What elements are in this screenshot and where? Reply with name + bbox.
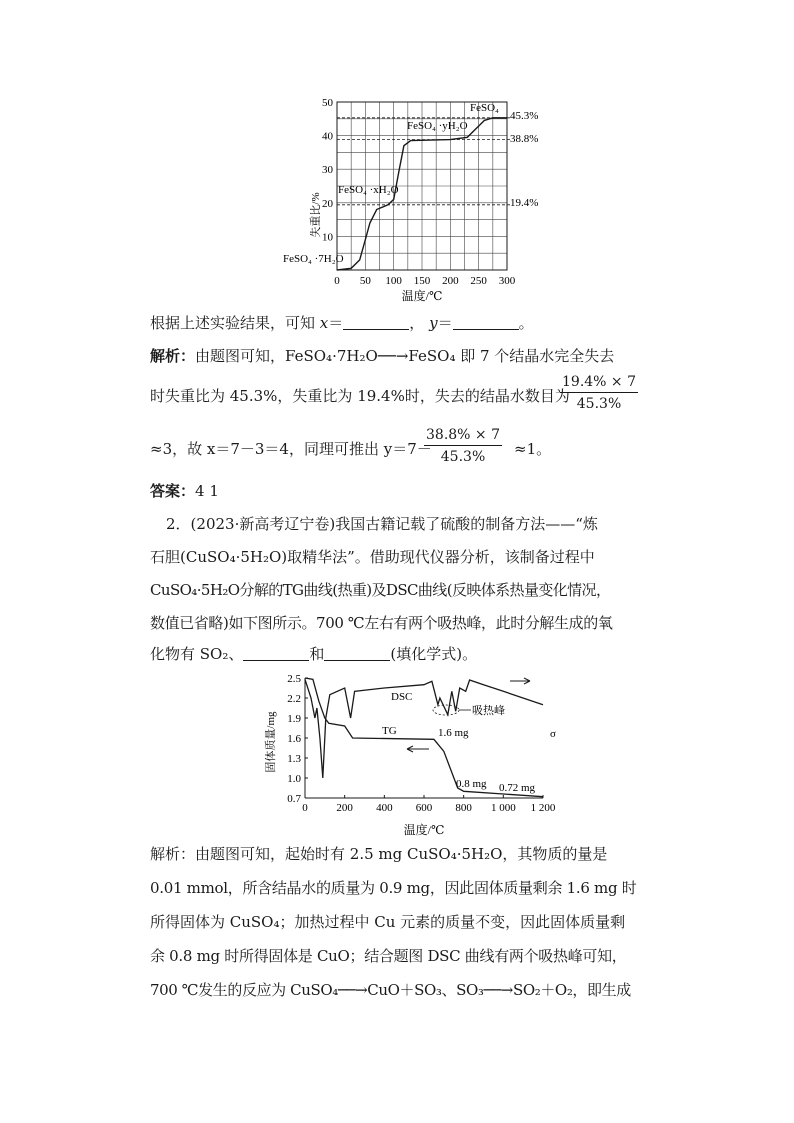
- question-text: 数值已省略)如下图所示。700 ℃左右有两个吸热峰，此时分解生成的氧: [150, 614, 613, 632]
- dsc-arrow-right: [510, 678, 530, 684]
- question-text: CuSO₄·5H₂O分解的TG曲线(热重)及DSC曲线(反映体系热量变化情况，: [150, 581, 611, 599]
- x-tick-label: 250: [470, 275, 487, 287]
- answer-blank-y[interactable]: [453, 315, 519, 330]
- analysis-line-3-end: [514, 438, 574, 460]
- comma: ，: [409, 314, 425, 332]
- x-tick-label: 1 200: [530, 802, 556, 814]
- solution-line-2: [150, 877, 645, 899]
- x-tick-label: 0: [334, 275, 340, 287]
- ref-label-19: 19.4%: [510, 197, 539, 209]
- annotation-feso4: FeSO₄: [470, 102, 499, 114]
- analysis-label: 解析：: [150, 347, 196, 365]
- x-axis-label: 温度/℃: [403, 823, 445, 837]
- question-text: 和: [309, 645, 325, 663]
- answer-blank-oxide-2[interactable]: [324, 646, 390, 661]
- y-tick-label: 50: [322, 97, 333, 109]
- answer-blank-x[interactable]: [343, 315, 409, 330]
- question-2-line-2: [150, 546, 645, 568]
- fraction-2-denominator: 45.3%: [440, 449, 486, 465]
- y-tick-label: 2.5: [287, 673, 301, 685]
- fill-in-prefix: 根据上述实验结果，可知: [150, 314, 316, 332]
- tg-label-0-72mg: 0.72 mg: [499, 782, 536, 794]
- y-tick-label: 1.9: [287, 713, 301, 725]
- sigma-mark: σ: [550, 728, 556, 740]
- y-tick-label: 0.7: [287, 793, 301, 805]
- analysis-text: 由题图可知，FeSO₄·7H₂O──→FeSO₄ 即 7 个结晶水完全失去: [195, 347, 615, 365]
- x-tick-label: 600: [415, 802, 433, 814]
- answer-line: [150, 480, 645, 502]
- question-2-line-1: [166, 513, 646, 535]
- y-tick-label: 1.0: [287, 773, 301, 785]
- question-text: 化物有 SO₂、: [150, 645, 244, 663]
- tg-curve: [305, 678, 543, 797]
- fill-in-line: [150, 312, 645, 334]
- analysis-text: ≈3，故 x＝7－3＝4，同理可推出 y＝7－: [150, 440, 432, 458]
- analysis-text: ≈1。: [514, 440, 552, 458]
- x-axis-label: 温度/℃: [401, 289, 443, 303]
- x-tick-label: 150: [413, 275, 431, 287]
- equals-sign: ＝: [328, 314, 344, 332]
- x-tick-labels: [334, 275, 516, 287]
- endothermic-peak-label: 吸热峰: [472, 705, 505, 717]
- question-2-line-3: [150, 579, 645, 601]
- answer-label: 答案：: [150, 482, 196, 500]
- question-2-line-4: [150, 612, 645, 634]
- answer-blank-oxide-1[interactable]: [243, 646, 309, 661]
- chart-mass-loss: [270, 90, 560, 305]
- fraction-1-numerator: 19.4% × 7: [560, 374, 638, 393]
- tg-label-1-6mg: 1.6 mg: [438, 727, 469, 739]
- x-tick-label: 200: [442, 275, 459, 287]
- question-text: 石胆(CuSO₄·5H₂O)取精华法”。借助现代仪器分析，该制备过程中: [150, 548, 595, 566]
- annotation-feso4-7: FeSO₄ ·7H₂O: [283, 253, 344, 265]
- y-tick-label: 2.2: [287, 693, 301, 705]
- x-tick-label: 100: [385, 275, 402, 287]
- solution-line-3: [150, 911, 645, 933]
- y-axis-label: 失重比/%: [310, 192, 322, 238]
- solution-text: 0.01 mmol，所含结晶水的质量为 0.9 mg，因此固体质量剩余 1.6 mg 时: [150, 879, 637, 897]
- fraction-1-denominator: 45.3%: [576, 396, 622, 412]
- ref-label-38: 38.8%: [510, 133, 539, 145]
- x-tick-label: 0: [302, 802, 308, 814]
- solution-text: 解析：由题图可知，起始时有 2.5 mg CuSO₄·5H₂O，其物质的量是: [150, 845, 608, 863]
- ref-label-45: 45.3%: [510, 110, 539, 122]
- question-text: 2．(2023·新高考辽宁卷)我国古籍记载了硫酸的制备方法——“炼: [166, 515, 598, 533]
- y-tick-label: 1.3: [287, 753, 301, 765]
- y-tick-label: 20: [322, 197, 333, 210]
- question-2-line-5: [150, 643, 645, 665]
- solution-line-1: [150, 843, 645, 865]
- x-tick-label: 300: [498, 275, 516, 287]
- fraction-1: [560, 374, 638, 412]
- solution-text: 700 ℃发生的反应为 CuSO₄──→CuO＋SO₃、SO₃──→SO₂＋O₂，即生成: [150, 981, 631, 999]
- tg-label: TG: [382, 725, 397, 737]
- fraction-2-numerator: 38.8% × 7: [424, 427, 502, 446]
- analysis-line-1: [150, 345, 645, 367]
- period: 。: [518, 314, 534, 332]
- y-tick-label: 1.6: [287, 733, 301, 745]
- y-tick-label: 10: [322, 231, 333, 244]
- y-tick-labels: [322, 97, 334, 243]
- y-axis-label: 固体质量/mg: [265, 711, 277, 773]
- x-tick-label: 50: [359, 275, 371, 287]
- tg-label-0-8mg: 0.8 mg: [456, 778, 487, 790]
- analysis-text: 时失重比为 45.3%，失重比为 19.4%时，失去的结晶水数目为: [150, 387, 570, 405]
- answer-value: 4 1: [195, 482, 219, 500]
- x-tick-label: 800: [455, 802, 472, 814]
- solution-text: 余 0.8 mg 时所得固体是 CuO；结合题图 DSC 曲线有两个吸热峰可知，: [150, 947, 627, 965]
- fraction-2: [424, 427, 502, 465]
- dsc-label: DSC: [391, 691, 413, 703]
- solution-line-4: [150, 945, 645, 967]
- x-tick-label: 1 000: [490, 802, 516, 814]
- y-tick-label: 30: [322, 164, 333, 177]
- x-tick-label: 400: [376, 802, 393, 814]
- chart-tg-dsc: [262, 670, 562, 838]
- y-tick-label: 40: [322, 130, 333, 143]
- tg-arrow-left: [407, 746, 429, 752]
- var-y: y: [429, 314, 438, 332]
- question-text: (填化学式)。: [390, 645, 478, 663]
- var-x: x: [319, 314, 329, 332]
- dsc-curve: [305, 679, 543, 778]
- equals-sign: ＝: [437, 314, 453, 332]
- x-tick-label: 200: [336, 802, 353, 814]
- annotation-feso4-y: FeSO₄ ·yH₂O: [407, 120, 468, 132]
- annotation-feso4-x: FeSO₄ ·xH₂O: [338, 184, 399, 196]
- solution-text: 所得固体为 CuSO₄；加热过程中 Cu 元素的质量不变，因此固体质量剩: [150, 913, 626, 931]
- solution-line-5: [150, 979, 645, 1001]
